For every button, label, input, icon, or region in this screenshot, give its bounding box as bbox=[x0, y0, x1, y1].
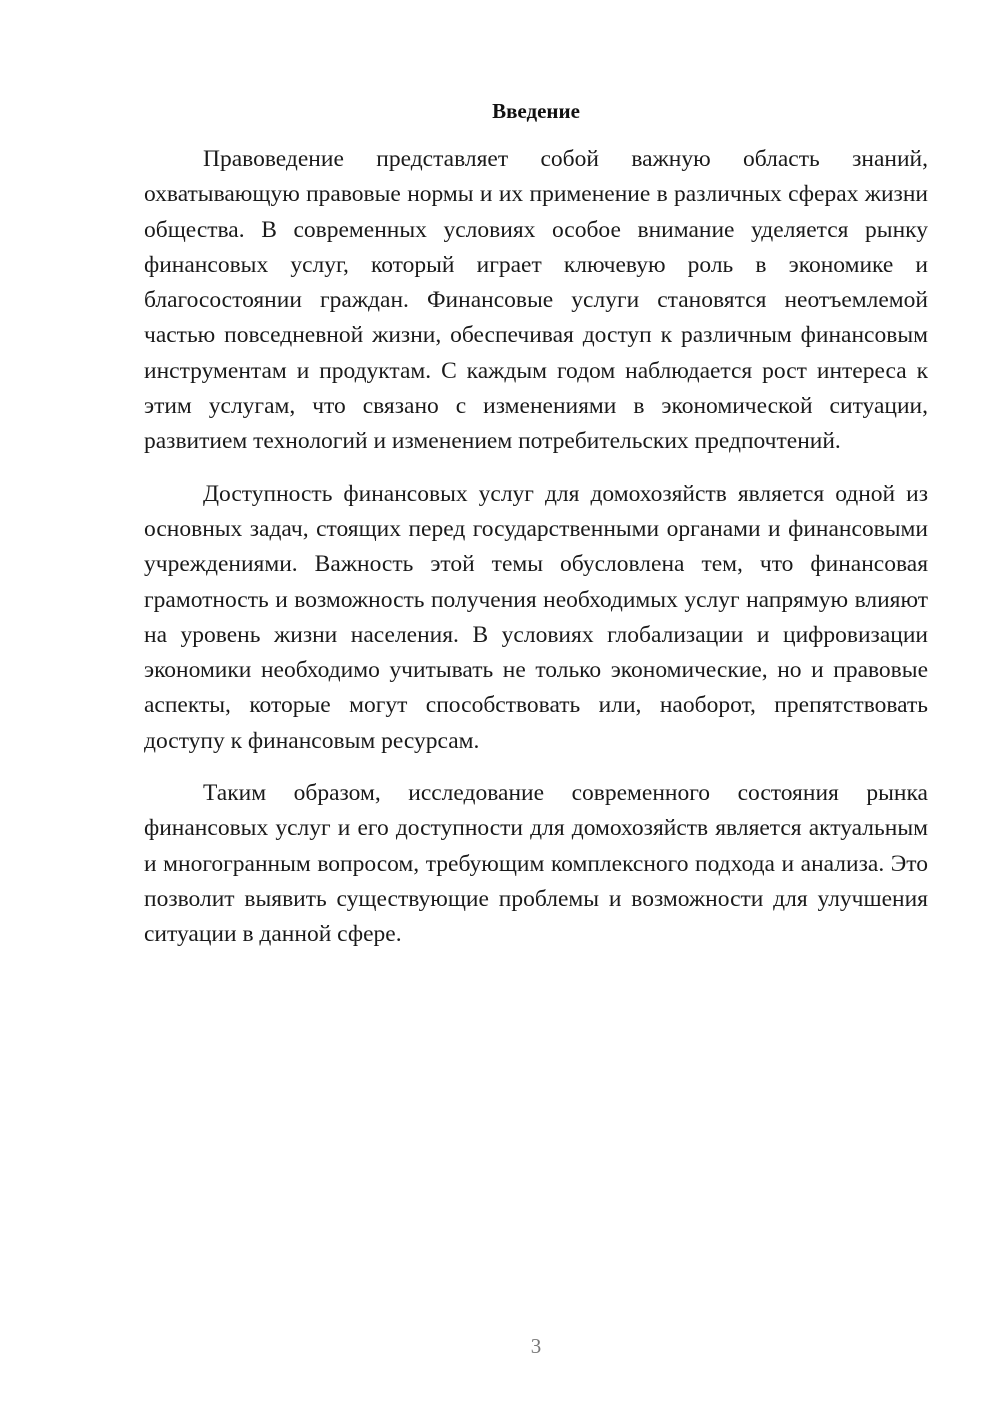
page-content bbox=[144, 96, 928, 953]
section-heading: Введение bbox=[492, 99, 580, 123]
paragraph-3: Таким образом, исследование современного состояния рынка финансовых услуг и его доступности для домохозяйств является актуальным и многогранным вопросом, требующим комплексного подхода и анализа. Это позволит выявить существующие проблемы и возможности для улучшения ситуации в данной сфере. bbox=[144, 780, 928, 948]
paragraph-1: Правоведение представляет собой важную область знаний, охватывающую правовые нормы и их применение в различных сферах жизни общества. В современных условиях особое внимание уделяется рынку финансовых услуг, который играет ключевую роль в экономике и благосостоянии граждан. Финансовые услуги становятся неотъемлемой частью повседневной жизни, обеспечивая доступ к различным финансовым инструментам и продуктам. С каждым годом наблюдается рост интереса к этим услугам, что связано с изменениями в экономической ситуации, развитием технологий и изменением потребительских предпочтений. bbox=[144, 146, 928, 455]
paragraph-2: Доступность финансовых услуг для домохозяйств является одной из основных задач, стоящих перед государственными органами и финансовыми учреждениями. Важность этой темы обусловлена тем, что финансовая грамотность и возможность получения необходимых услуг напрямую влияют на уровень жизни населения. В условиях глобализации и цифровизации экономики необходимо учитывать не только экономические, но и правовые аспекты, которые могут способствовать или, наоборот, препятствовать доступу к финансовым ресурсам. bbox=[144, 480, 928, 754]
page-number: 3 bbox=[530, 1334, 542, 1358]
